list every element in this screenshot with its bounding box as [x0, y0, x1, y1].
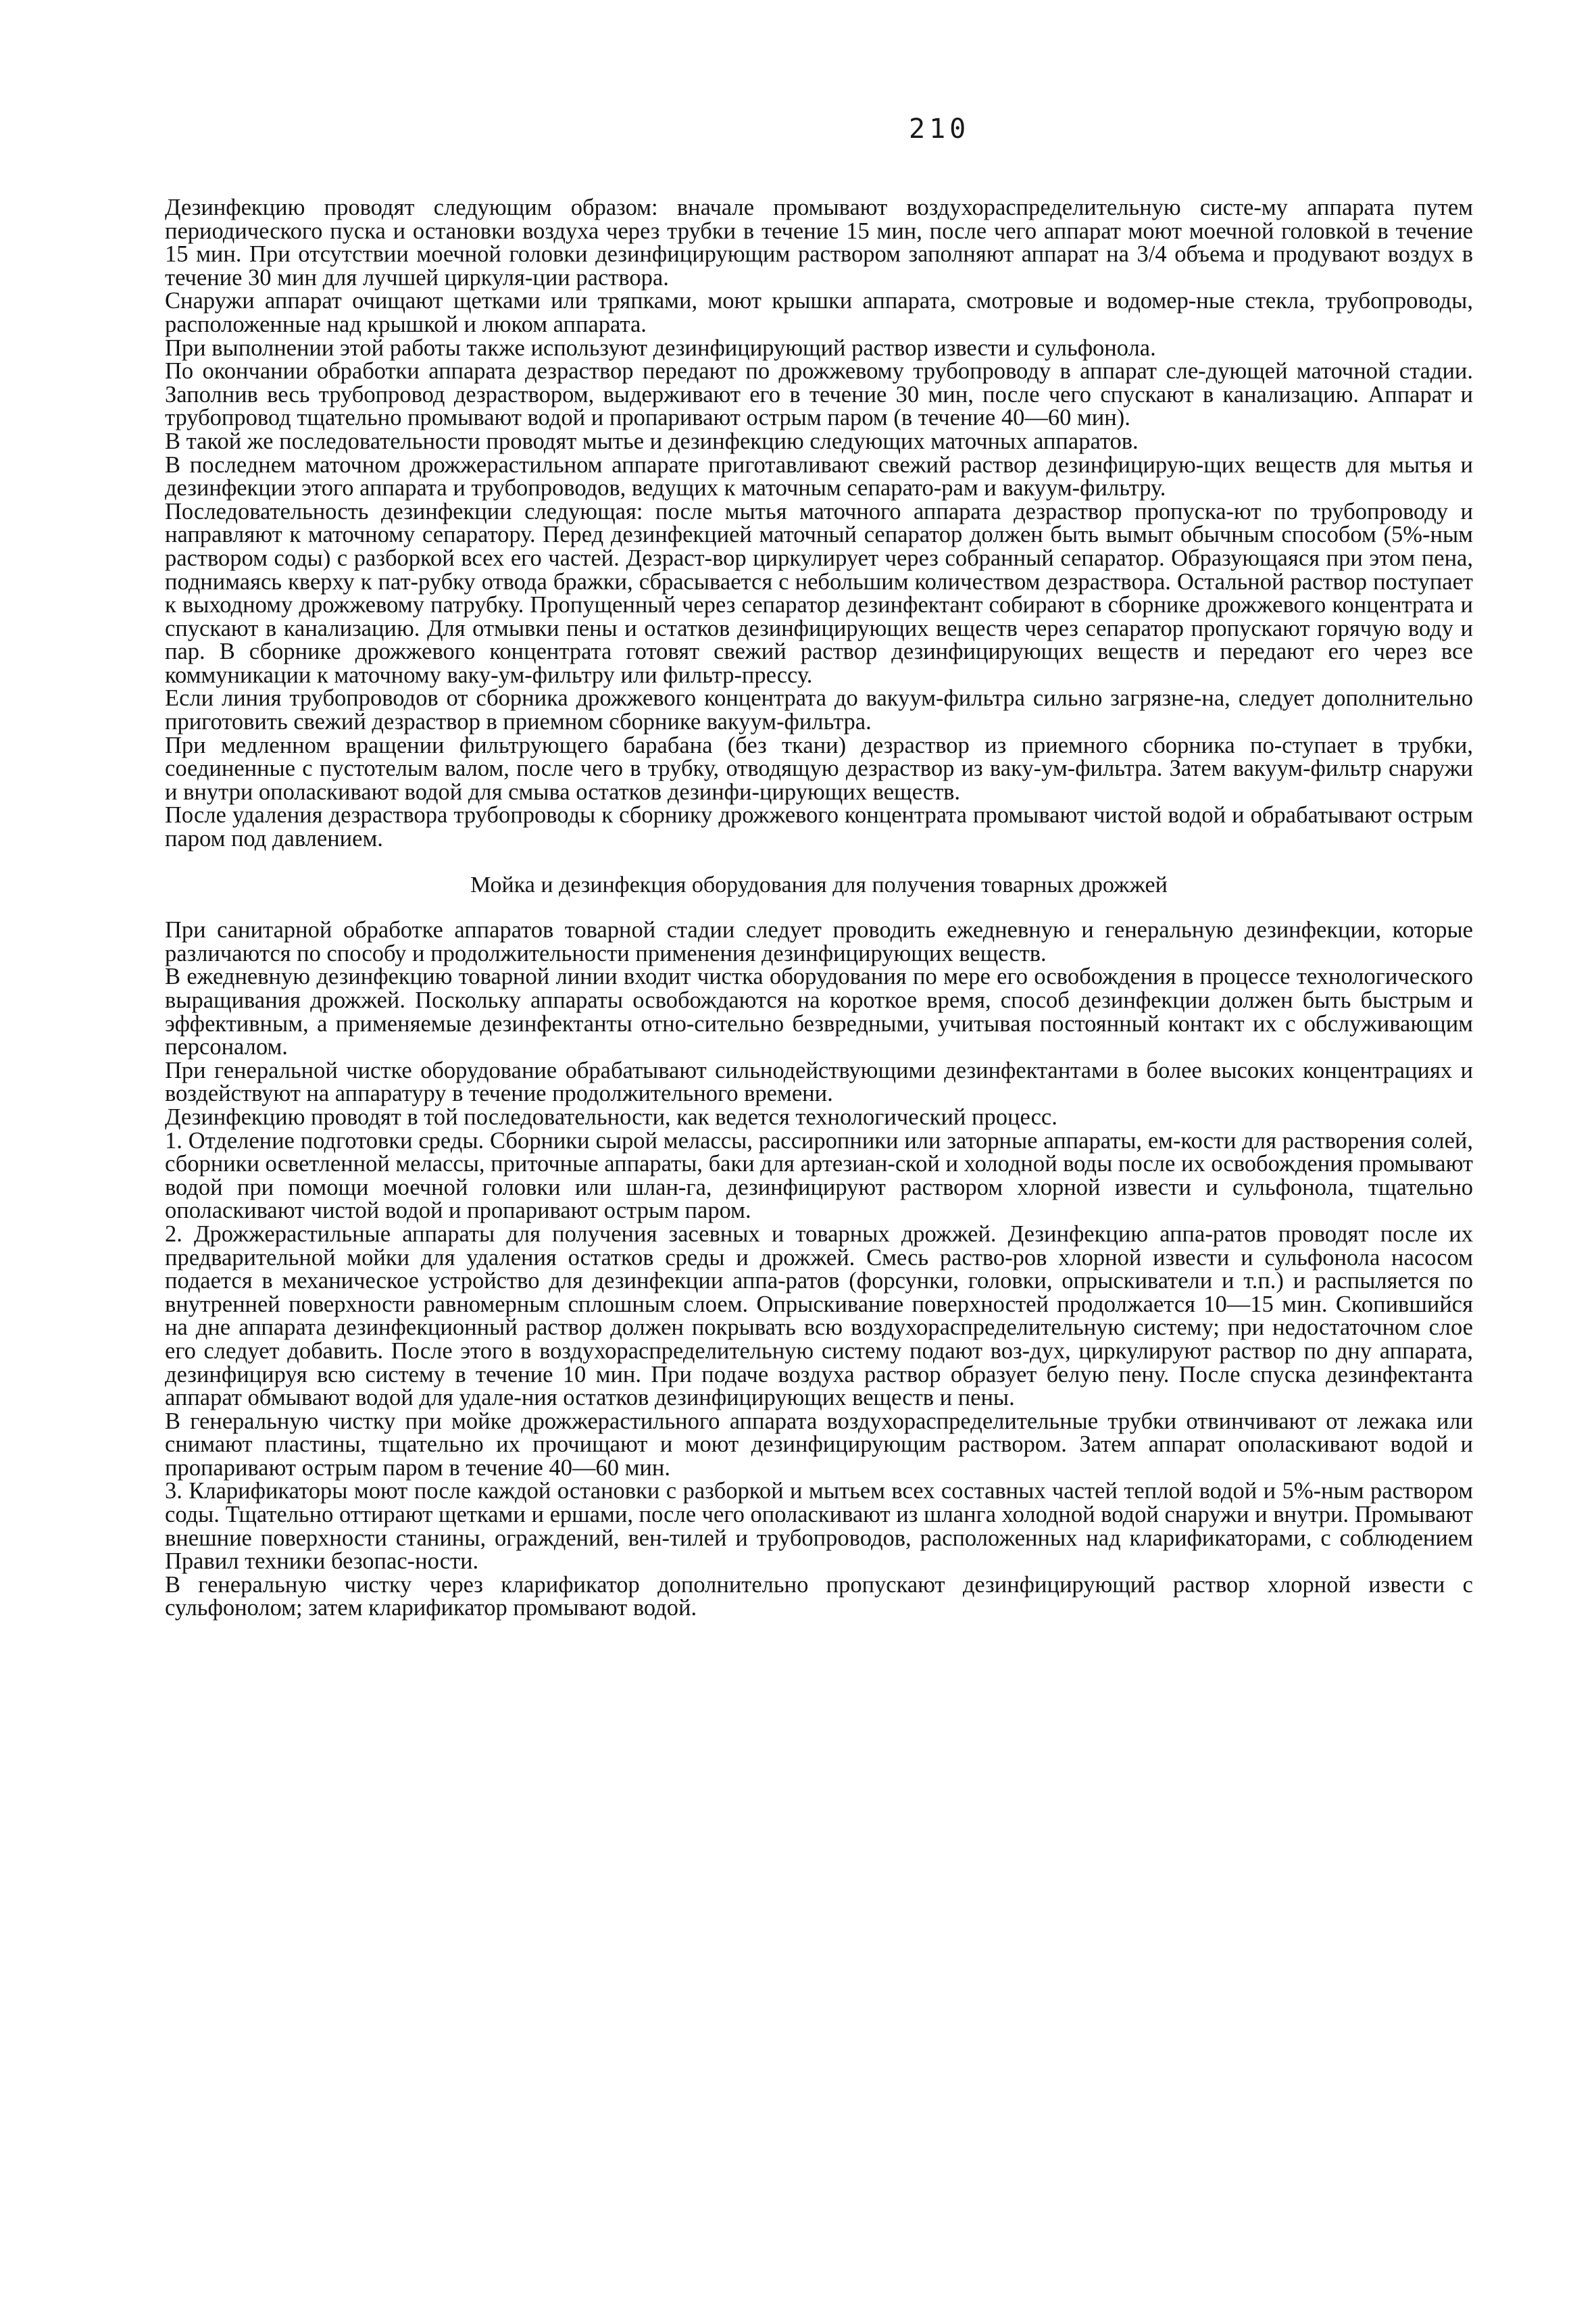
paragraph: При санитарной обработке аппаратов товарной стадии следует проводить ежедневную и генеральную дезинфекции, которые различаются по способу и продолжительности применения дезинфицирующих веществ. [165, 917, 1473, 966]
paragraph: Дезинфекцию проводят в той последовательности, как ведется технологический процесс. [165, 1104, 1057, 1130]
paragraph: 3. Кларификаторы моют после каждой остановки с разборкой и мытьем всех составных частей теплой водой и 5%-ным раствором соды. Тщательно оттирают щетками и ершами, после чего ополаскивают из шланга холодной водой снаружи и внутри. Промывают внешние поверхности станины, ограждений, вен-тилей и трубопроводов, расположенных над кларификаторами, с соблюдением Правил техники безопас-ности. [165, 1478, 1473, 1575]
paragraph: В последнем маточном дрожжерастильном аппарате приготавливают свежий раствор дезинфицирую-щих веществ для мытья и дезинфекции этого аппарата и трубопроводов, ведущих к маточным сепарато-рам и вакуум-фильтру. [165, 451, 1473, 501]
paragraph: По окончании обработки аппарата дезраствор передают по дрожжевому трубопроводу в аппарат сле-дующей маточной стадии. Заполнив весь трубопровод дезраствором, выдерживают его в течение 30 мин, после чего спускают в канализацию. Аппарат и трубопровод тщательно промывают водой и пропаривают острым паром (в течение 40—60 мин). [165, 358, 1473, 431]
paragraph: 1. Отделение подготовки среды. Сборники сырой мелассы, рассиропники или заторные аппараты, ем-кости для растворения солей, сборники осветленной мелассы, приточные аппараты, баки для артезиан-ской и холодной воды после их освобождения промывают водой при помощи моечной головки или шлан-га, дезинфицируют раствором хлорной извести и сульфонола, тщательно ополаскивают чистой водой и пропаривают острым паром. [165, 1127, 1473, 1224]
section-heading: Мойка и дезинфекция оборудования для получения товарных дрожжей [470, 872, 1168, 897]
page-number: 210 [909, 114, 970, 145]
paragraph: В такой же последовательности проводят мытье и дезинфекцию следующих маточных аппаратов. [165, 428, 1139, 454]
paragraph: Если линия трубопроводов от сборника дрожжевого концентрата до вакуум-фильтра сильно загрязне-на, следует дополнительно приготовить свежий дезраствор в приемном сборнике вакуум-фильтра. [165, 685, 1473, 735]
paragraph: В ежедневную дезинфекцию товарной линии входит чистка оборудования по мере его освобождения в процессе технологического выращивания дрожжей. Поскольку аппараты освобождаются на короткое время, способ дезинфекции должен быть быстрым и эффективным, а применяемые дезинфектанты отно-сительно безвредными, учитывая постоянный контакт их с обслуживающим персоналом. [165, 964, 1473, 1060]
paragraph: В генеральную чистку при мойке дрожжерастильного аппарата воздухораспределительные трубки отвинчивают от лежака или снимают пластины, тщательно их прочищают и моют дезинфицирующим раствором. Затем аппарат ополаскивают водой и пропаривают острым паром в течение 40—60 мин. [165, 1408, 1473, 1481]
paragraph: При выполнении этой работы также используют дезинфицирующий раствор извести и сульфонола. [165, 335, 1156, 361]
paragraph: При генеральной чистке оборудование обрабатывают сильнодействующими дезинфектантами в более высоких концентрациях и воздействуют на аппаратуру в течение продолжительного времени. [165, 1057, 1473, 1107]
body-text [165, 196, 1473, 1620]
paragraph: Дезинфекцию проводят следующим образом: вначале промывают воздухораспределительную систе-му аппарата путем периодического пуска и остановки воздуха через трубки в течение 15 мин, после чего аппарат моют моечной головкой в течение 15 мин. При отсутствии моечной головки дезинфицирующим раствором заполняют аппарат на 3/4 объема и продувают воздух в течение 30 мин для лучшей циркуля-ции раствора. [165, 195, 1473, 291]
paragraph: Снаружи аппарат очищают щетками или тряпками, моют крышки аппарата, смотровые и водомер-ные стекла, трубопроводы, расположенные над крышкой и люком аппарата. [165, 288, 1473, 337]
paragraph: После удаления дезраствора трубопроводы к сборнику дрожжевого концентрата промывают чистой водой и обрабатывают острым паром под давлением. [165, 802, 1473, 852]
paragraph: В генеральную чистку через кларификатор дополнительно пропускают дезинфицирующий раствор хлорной извести с сульфонолом; затем кларификатор промывают водой. [165, 1571, 1473, 1621]
paragraph: 2. Дрожжерастильные аппараты для получения засевных и товарных дрожжей. Дезинфекцию аппа-ратов проводят после их предварительной мойки для удаления остатков среды и дрожжей. Смесь раство-ров хлорной извести и сульфонола насосом подается в механическое устройство для дезинфекции аппа-ратов (форсунки, головки, опрыскиватели и т.п.) и распыляется по внутренней поверхности равномерным сплошным слоем. Опрыскивание поверхностей продолжается 10—15 мин. Скопившийся на дне аппарата дезинфекционный раствор должен покрывать всю воздухораспределительную систему; при недостаточном слое его следует добавить. После этого в воздухораспределительную систему подают воз-дух, циркулируют раствор по дну аппарата, дезинфицируя всю систему в течение 10 мин. При подаче воздуха раствор образует белую пену. После спуска дезинфектанта аппарат обмывают водой для удале-ния остатков дезинфицирующих веществ и пены. [165, 1221, 1473, 1411]
paragraph: При медленном вращении фильтрующего барабана (без ткани) дезраствор из приемного сборника по-ступает в трубки, соединенные с пустотелым валом, после чего в трубку, отводящую дезраствор из ваку-ум-фильтра. Затем вакуум-фильтр снаружи и внутри ополаскивают водой для смыва остатков дезинфи-цирующих веществ. [165, 732, 1473, 805]
paragraph: Последовательность дезинфекции следующая: после мытья маточного аппарата дезраствор пропуска-ют по трубопроводу и направляют к маточному сепаратору. Перед дезинфекцией маточный сепаратор должен быть вымыт обычным способом (5%-ным раствором соды) с разборкой всех его частей. Дезраст-вор циркулирует через собранный сепаратор. Образующаяся при этом пена, поднимаясь кверху к пат-рубку отвода бражки, сбрасывается с небольшим количеством дезраствора. Остальной раствор поступает к выходному дрожжевому патрубку. Пропущенный через сепаратор дезинфектант собирают в сборнике дрожжевого концентрата и спускают в канализацию. Для отмывки пены и остатков дезинфицирующих веществ через сепаратор пропускают горячую воду и пар. В сборнике дрожжевого концентрата готовят свежий раствор дезинфицирующих веществ и передают его через все коммуникации к маточному ваку-ум-фильтру или фильтр-прессу. [165, 498, 1473, 688]
